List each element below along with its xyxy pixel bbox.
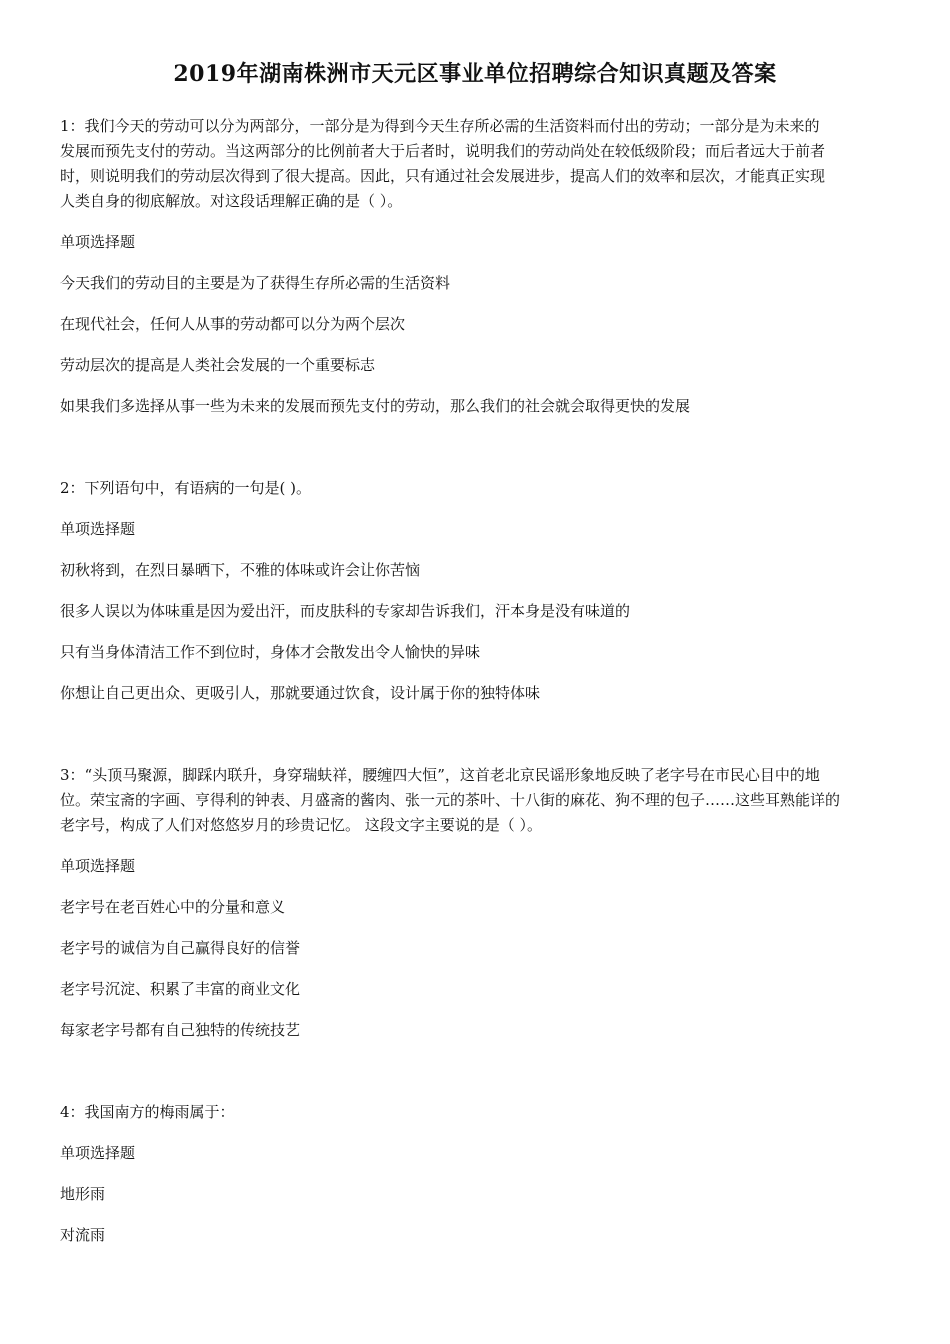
question-2-option-d: 你想让自己更出众、更吸引人，那就要通过饮食，设计属于你的独特体味 [60,684,541,702]
question-1-stem [60,114,896,214]
stem-line: 时，则说明我们的劳动层次得到了很大提高。因此，只有通过社会发展进步，提高人们的效率和层次，才能真正实现 [60,167,826,185]
stem-line: 位。荣宝斋的字画、亨得利的钟表、月盛斋的酱肉、张一元的茶叶、十八街的麻花、狗不理的包子……这些耳熟能详的 [60,791,841,809]
stem-line: 发展而预先支付的劳动。当这两部分的比例前者大于后者时，说明我们的劳动尚处在较低级阶段；而后者远大于前者 [60,142,826,160]
question-3-stem [60,763,896,838]
question-2-option-c: 只有当身体清洁工作不到位时，身体才会散发出令人愉快的异味 [60,643,481,661]
question-3-option-c: 老字号沉淀、积累了丰富的商业文化 [60,980,301,998]
question-1-option-b: 在现代社会，任何人从事的劳动都可以分为两个层次 [60,315,406,333]
question-2-option-a: 初秋将到，在烈日暴晒下，不雅的体味或许会让你苦恼 [60,561,421,579]
question-2-option-b: 很多人误以为体味重是因为爱出汗，而皮肤科的专家却告诉我们，汗本身是没有味道的 [60,602,631,620]
question-1-type: 单项选择题 [60,233,136,251]
question-1-option-c: 劳动层次的提高是人类社会发展的一个重要标志 [60,356,376,374]
question-4-stem [60,1100,896,1125]
question-2-type: 单项选择题 [60,520,136,538]
question-2-stem [60,476,896,501]
question-4-option-a: 地形雨 [60,1185,106,1203]
question-4-type: 单项选择题 [60,1144,136,1162]
stem-line: 1：我们今天的劳动可以分为两部分，一部分是为得到今天生存所必需的生活资料而付出的劳动；一部分是为未来的 [60,117,820,135]
stem-line: 老字号，构成了人们对悠悠岁月的珍贵记忆。 这段文字主要说的是（ ）。 [60,816,543,834]
stem-line: 人类自身的彻底解放。对这段话理解正确的是（ ）。 [60,192,403,210]
stem-line: 4：我国南方的梅雨属于： [60,1103,235,1121]
document-title: 2019年湖南株洲市天元区事业单位招聘综合知识真题及答案 [173,61,777,87]
question-1-option-a: 今天我们的劳动目的主要是为了获得生存所必需的生活资料 [60,274,451,292]
question-3-type: 单项选择题 [60,857,136,875]
question-4-option-b: 对流雨 [60,1226,106,1244]
stem-line: 2：下列语句中，有语病的一句是( )。 [60,479,312,497]
stem-line: 3：“头顶马聚源，脚踩内联升，身穿瑞蚨祥，腰缠四大恒”，这首老北京民谣形象地反映了老字号在市民心目中的地 [60,766,820,784]
question-3-option-b: 老字号的诚信为自己赢得良好的信誉 [60,939,301,957]
question-3-option-a: 老字号在老百姓心中的分量和意义 [60,898,286,916]
question-1-option-d: 如果我们多选择从事一些为未来的发展而预先支付的劳动，那么我们的社会就会取得更快的发展 [60,397,691,415]
question-3-option-d: 每家老字号都有自己独特的传统技艺 [60,1021,301,1039]
